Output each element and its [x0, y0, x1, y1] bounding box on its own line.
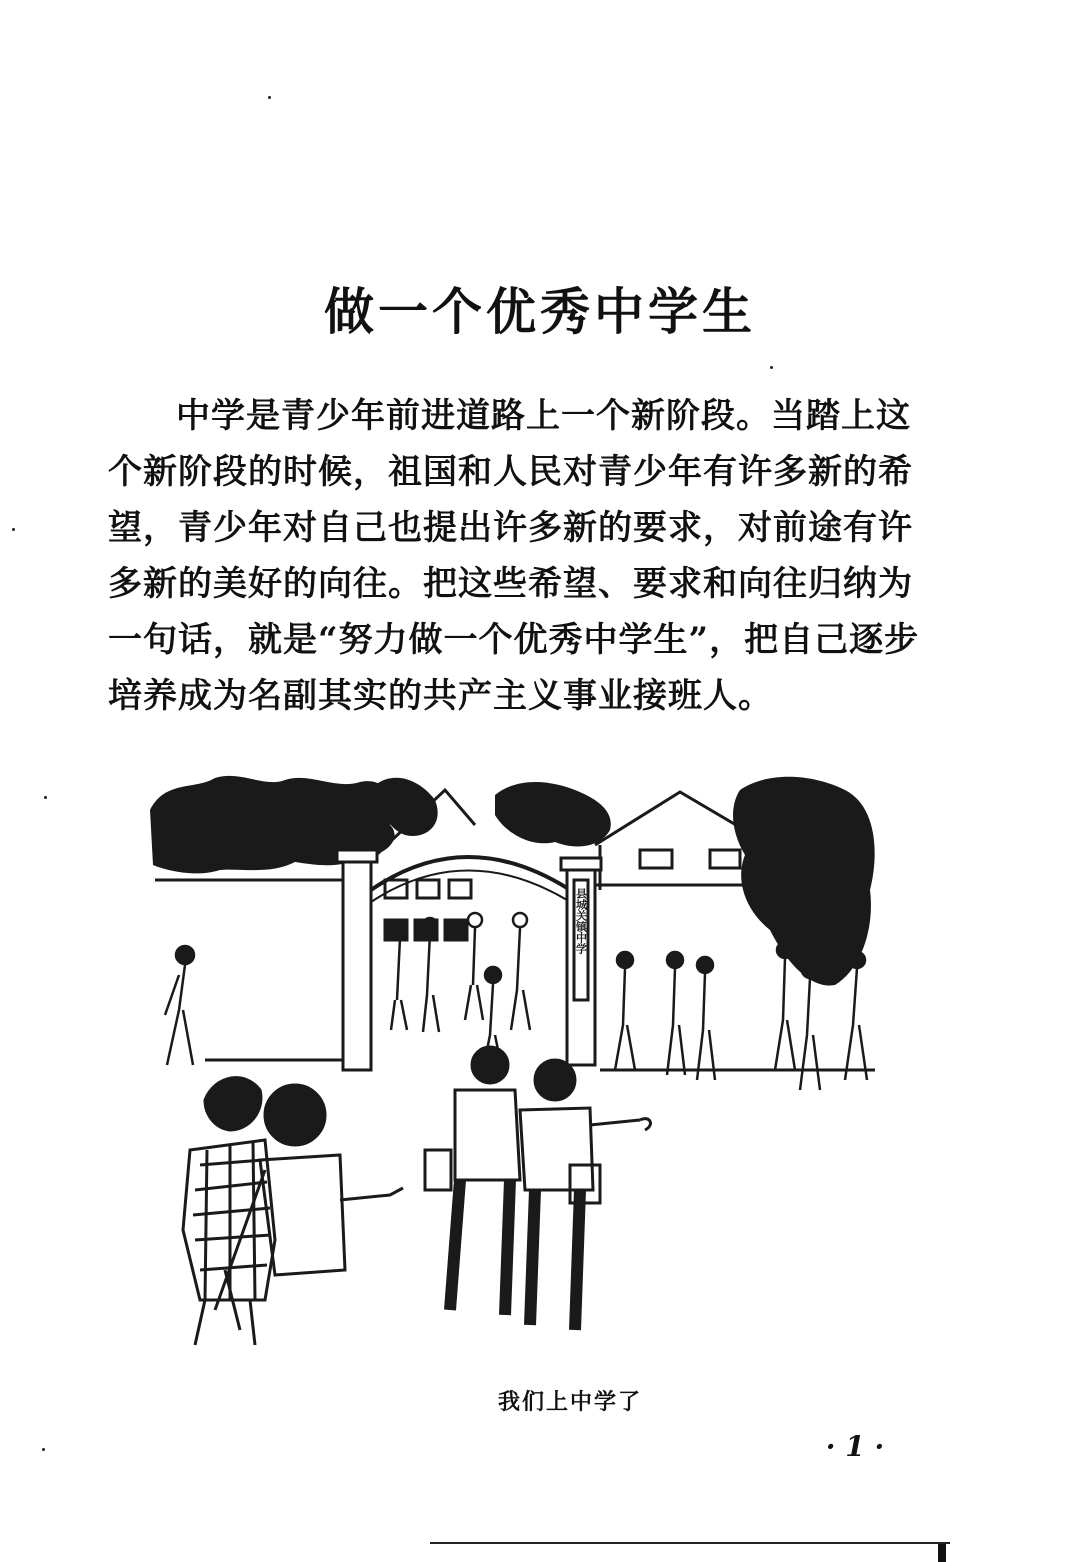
gate-pillar-left [337, 850, 377, 1070]
scan-edge-line [430, 1542, 950, 1544]
paragraph-line: 个新阶段的时候，祖国和人民对青少年有许多新的希 [108, 452, 913, 492]
paragraph-line: 中学是青少年前进道路上一个新阶段。当踏上这 [176, 396, 911, 436]
page-number: · 1 · [825, 1430, 885, 1463]
scan-speck [770, 366, 773, 369]
scan-speck [268, 96, 271, 99]
gate-sign-text: 县城关镇中学 [574, 888, 588, 954]
paragraph-line: 一句话，就是“努力做一个优秀中学生”，把自己逐步 [108, 620, 920, 660]
paragraph-line: 培养成为名副其实的共产主义事业接班人。 [108, 676, 773, 716]
illustration-caption: 我们上中学了 [497, 1389, 642, 1415]
body-paragraph [108, 388, 920, 724]
tree-canopy-left [150, 776, 438, 873]
foreground-student-bag [425, 1047, 520, 1315]
scan-edge-mark [938, 1544, 946, 1562]
students-crowd [165, 913, 867, 1090]
foreground-student-waving [520, 1060, 650, 1330]
paragraph-line: 望，青少年对自己也提出许多新的要求，对前途有许 [108, 508, 913, 548]
paragraph-line: 多新的美好的向往。把这些希望、要求和向往归纳为 [108, 564, 913, 604]
foreground-girl [183, 1078, 275, 1345]
scan-speck [42, 1448, 45, 1451]
page-title: 做一个优秀中学生 [324, 282, 756, 341]
scan-speck [12, 528, 15, 531]
scan-speck [44, 796, 47, 799]
school-gate-illustration [145, 770, 880, 1360]
